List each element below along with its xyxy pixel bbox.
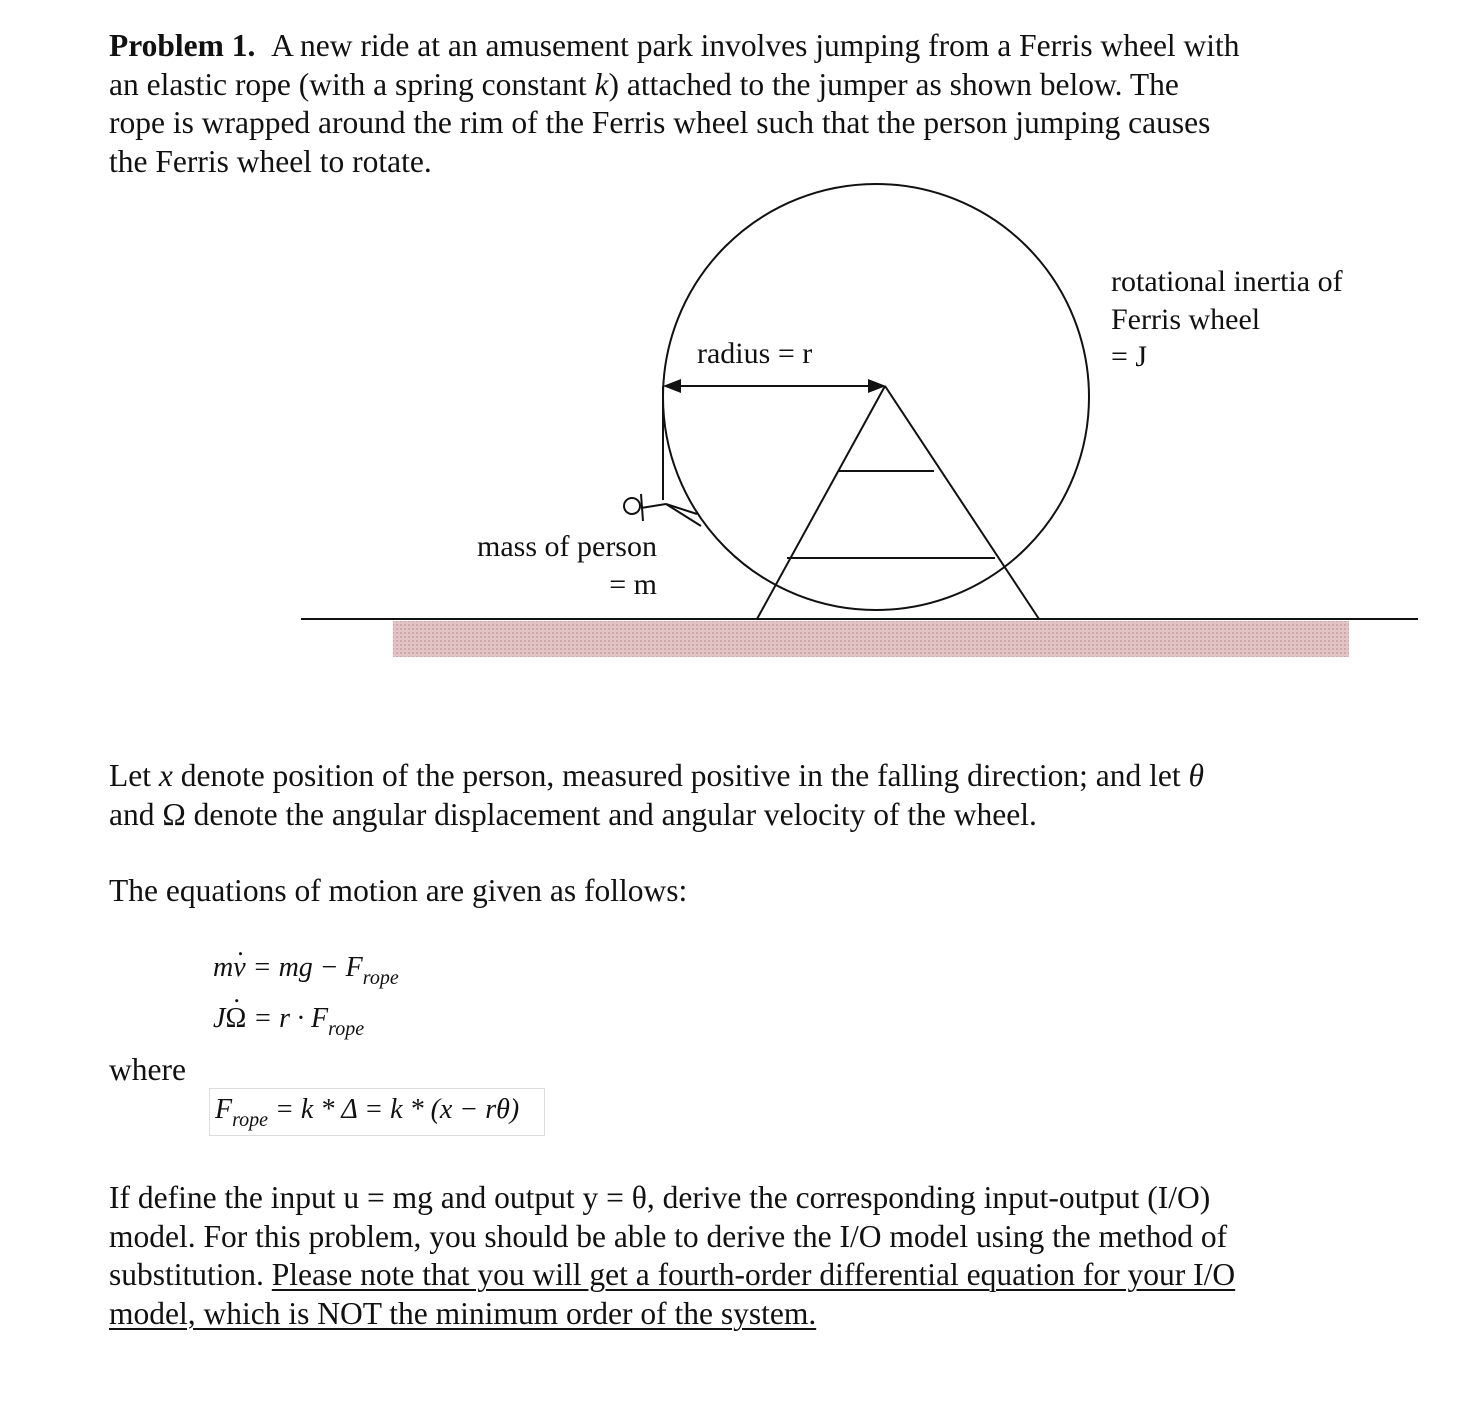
mass-label-line-2: = m	[609, 568, 657, 601]
question-line-4	[109, 1295, 1324, 1334]
problem-line-1: Problem 1. A new ride at an amusement park involves jumping from a Ferris wheel with	[109, 28, 1240, 63]
ground-hatch	[393, 621, 1349, 657]
ferris-wheel-rim	[663, 184, 1089, 610]
equation-rope-force: $F_{rope} = k * \Delta = k * (x - r\theta)$	[215, 1094, 520, 1131]
question	[109, 1179, 1324, 1333]
variable-definitions	[109, 757, 1324, 834]
inertia-label-line-3: = J	[1111, 340, 1148, 373]
underlined-note-part-2: model, which is NOT the minimum order of the system.	[109, 1295, 817, 1331]
radius-arrowhead-left	[663, 379, 681, 393]
question-line-2: model. For this problem, you should be able to derive the I/O model using the method of	[109, 1218, 1228, 1254]
spring-constant-symbol: k	[594, 66, 609, 102]
problem-line-3: rope is wrapped around the rim of the Ferris wheel such that the person jumping causes	[109, 105, 1211, 140]
equation-linear-motion: mv . = mg − $F_{rope}$	[213, 952, 399, 990]
definitions-line-1: Let x denote position of the person, measured positive in the falling direction; and let θ	[109, 758, 1204, 793]
x-symbol: x	[158, 758, 173, 793]
question-line-1: If define the input u = mg and output y = θ, derive the corresponding input-output (I/O)	[109, 1180, 1211, 1215]
problem-line-2: an elastic rope (with a spring constant k) attached to the jumper as shown below. The	[109, 66, 1179, 102]
problem-label: Problem 1.	[109, 28, 256, 63]
underlined-note-part-1: Please note that you will get a fourth-order differential equation for your I/O	[271, 1257, 1236, 1292]
problem-line-4: the Ferris wheel to rotate.	[109, 143, 432, 179]
definitions-line-2: and Ω denote the angular displacement and angular velocity of the wheel.	[109, 796, 1037, 832]
radius-label: radius = r	[697, 337, 813, 370]
ferris-wheel-diagram	[0, 0, 1484, 700]
equation-rotational-motion: JΩ . = $r \cdot F_{rope}$	[213, 1003, 364, 1041]
theta-symbol: θ	[1188, 758, 1204, 793]
support-left-leg	[757, 386, 885, 619]
equations-intro: The equations of motion are given as follows:	[109, 873, 688, 908]
support-right-leg	[885, 386, 1039, 619]
question-line-3: substitution. Please note that you will get a fourth-order differential equation for your I/O	[109, 1257, 1236, 1292]
mass-label-line-1: mass of person	[477, 530, 657, 563]
inertia-label-line-2: Ferris wheel	[1111, 303, 1261, 336]
where-label: where	[109, 1052, 186, 1087]
omega-symbol: Ω	[162, 796, 186, 832]
inertia-label-line-1: rotational inertia of	[1111, 265, 1343, 298]
